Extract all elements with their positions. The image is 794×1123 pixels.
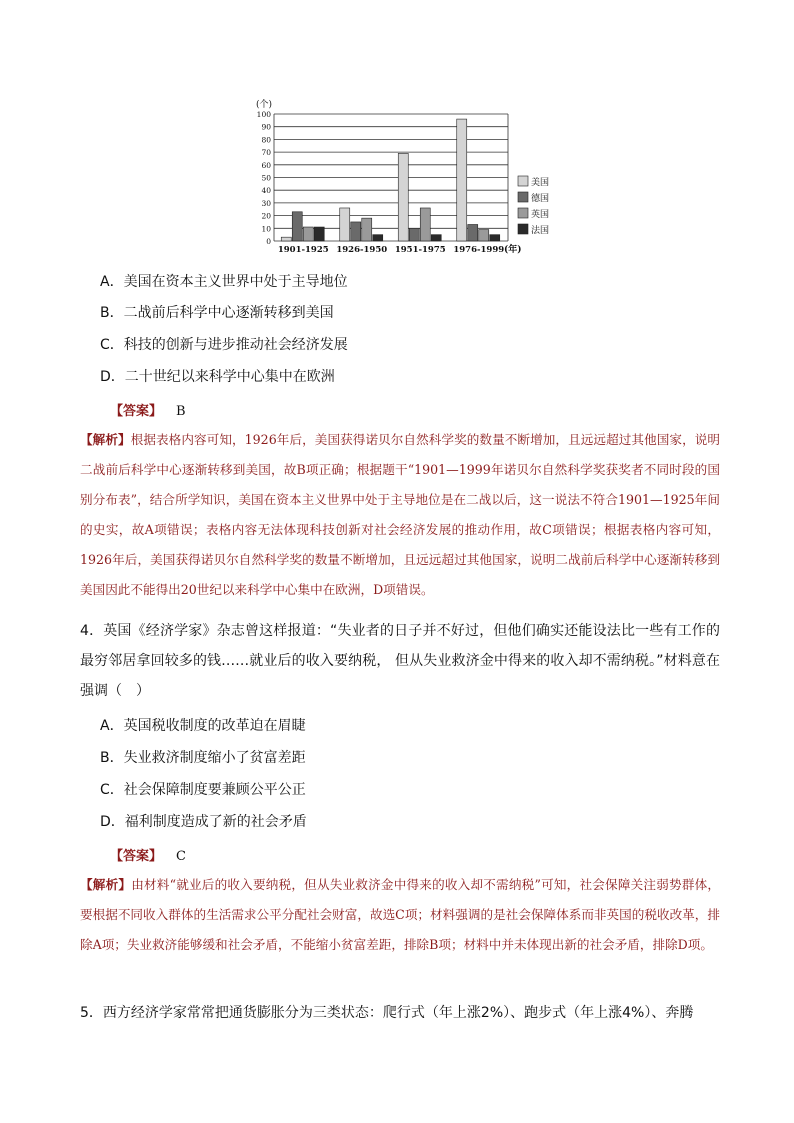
answer-label: 【答案】 <box>110 849 163 864</box>
legend-swatch <box>518 176 528 186</box>
bar <box>362 218 372 241</box>
bar <box>409 228 419 241</box>
y-tick-label: 60 <box>261 160 271 170</box>
q4-option-a: A．英国税收制度的改革迫在眉睫 <box>100 718 306 734</box>
legend-swatch <box>518 208 528 218</box>
bar <box>420 208 430 241</box>
y-tick-label: 10 <box>261 224 271 234</box>
q3-answer <box>110 400 186 419</box>
y-tick-label: 100 <box>256 110 271 119</box>
y-tick-label: 50 <box>261 173 271 183</box>
bar <box>490 235 500 241</box>
y-unit-label: (个) <box>256 100 273 110</box>
bar <box>468 224 478 241</box>
x-tick-label: 1976-1999 <box>453 245 505 255</box>
legend-label: 法国 <box>531 226 550 236</box>
q5-stem: 5．西方经济学家常常把通货膨胀分为三类状态：爬行式（年上涨2%）、跑步式（年上涨4%）、奔腾 <box>80 1005 694 1021</box>
explanation-text: 由材料“就业后的收入要纳税，但从失业救济金中得来的收入却不需纳税”可知，社会保障关注弱势群体，要根据不同收入群体的生活需求公平分配社会财富，故选C项；材料强调的是社会保障体系而非英国的税收改革，排除A项；失业救济能够缓和社会矛盾，不能缩小贫富差距，排除B项；材料中并未体现出新的社会矛盾，排除D项。 <box>80 877 720 952</box>
y-tick-label: 40 <box>261 186 271 196</box>
legend-swatch <box>518 224 528 234</box>
q3-option-c: C．科技的创新与进步推动社会经济发展 <box>100 337 348 353</box>
legend-label: 美国 <box>531 178 550 188</box>
bar <box>303 227 313 241</box>
chart-bars <box>281 119 500 241</box>
bar <box>398 153 408 241</box>
x-tick-label: 1901-1925 <box>277 245 329 255</box>
y-tick-label: 70 <box>261 148 271 158</box>
bar <box>479 230 489 241</box>
x-unit-label: (年) <box>504 245 522 255</box>
q4-answer <box>110 845 186 864</box>
chart-legend <box>518 176 549 236</box>
answer-label: 【答案】 <box>110 404 163 419</box>
bar <box>457 119 467 241</box>
y-tick-label: 20 <box>261 211 271 221</box>
bar <box>281 237 291 241</box>
bar <box>314 227 324 241</box>
explanation-label: 【解析】 <box>80 877 132 892</box>
bar <box>351 222 361 241</box>
q4-option-b: B．失业救济制度缩小了贫富差距 <box>100 750 306 766</box>
answer-value: C <box>176 849 186 864</box>
q3-option-a: A．美国在资本主义世界中处于主导地位 <box>100 274 348 290</box>
x-tick-label: 1926-1950 <box>336 245 388 255</box>
legend-swatch <box>518 192 528 202</box>
q4-stem: 4．英国《经济学家》杂志曾这样报道：“失业者的日子并不好过，但他们确实还能设法比一些有工作的最穷邻居拿回较多的钱……就业后的收入要纳税， 但从失业救济金中得来的收入却不需纳税。”材料意在强调（ ） <box>80 623 720 699</box>
q4-option-c: C．社会保障制度要兼顾公平公正 <box>100 782 306 798</box>
y-tick-label: 80 <box>261 135 271 145</box>
q3-option-b: B．二战前后科学中心逐渐转移到美国 <box>100 305 334 321</box>
answer-value: B <box>176 404 186 419</box>
q4-explanation <box>80 870 720 960</box>
chart-grid <box>274 114 508 241</box>
explanation-label: 【解析】 <box>80 432 131 447</box>
bar-chart <box>250 96 560 264</box>
y-tick-label: 30 <box>261 198 271 208</box>
bar <box>340 208 350 241</box>
bar <box>431 235 441 241</box>
q4-option-d: D．福利制度造成了新的社会矛盾 <box>100 814 307 830</box>
bar <box>292 212 302 241</box>
x-tick-label: 1951-1975 <box>394 245 446 255</box>
q3-explanation <box>80 425 720 605</box>
q3-option-d: D．二十世纪以来科学中心集中在欧洲 <box>100 369 335 385</box>
explanation-text: 根据表格内容可知，1926年后，美国获得诺贝尔自然科学奖的数量不断增加，且远远超过其他国家，说明二战前后科学中心逐渐转移到美国，故B项正确；根据题干“1901—1999年诺贝尔自然科学奖获奖者不同时段的国别分布表”，结合所学知识，美国在资本主义世界中处于主导地位是在二战以后，这一说法不符合1901—1925年间的史实，故A项错误；表格内容无法体现科技创新对社会经济发展的推动作用，故C项错误；根据表格内容可知，1926年后，美国获得诺贝尔自然科学奖的数量不断增加，且远远超过其他国家，说明二战前后科学中心逐渐转移到美国因此不能得出20世纪以来科学中心集中在欧洲，D项错误。 <box>80 432 720 597</box>
y-tick-label: 90 <box>261 122 271 132</box>
y-tick-label: 0 <box>266 237 271 246</box>
bar <box>373 235 383 241</box>
legend-label: 德国 <box>531 194 550 204</box>
legend-label: 英国 <box>531 210 550 220</box>
